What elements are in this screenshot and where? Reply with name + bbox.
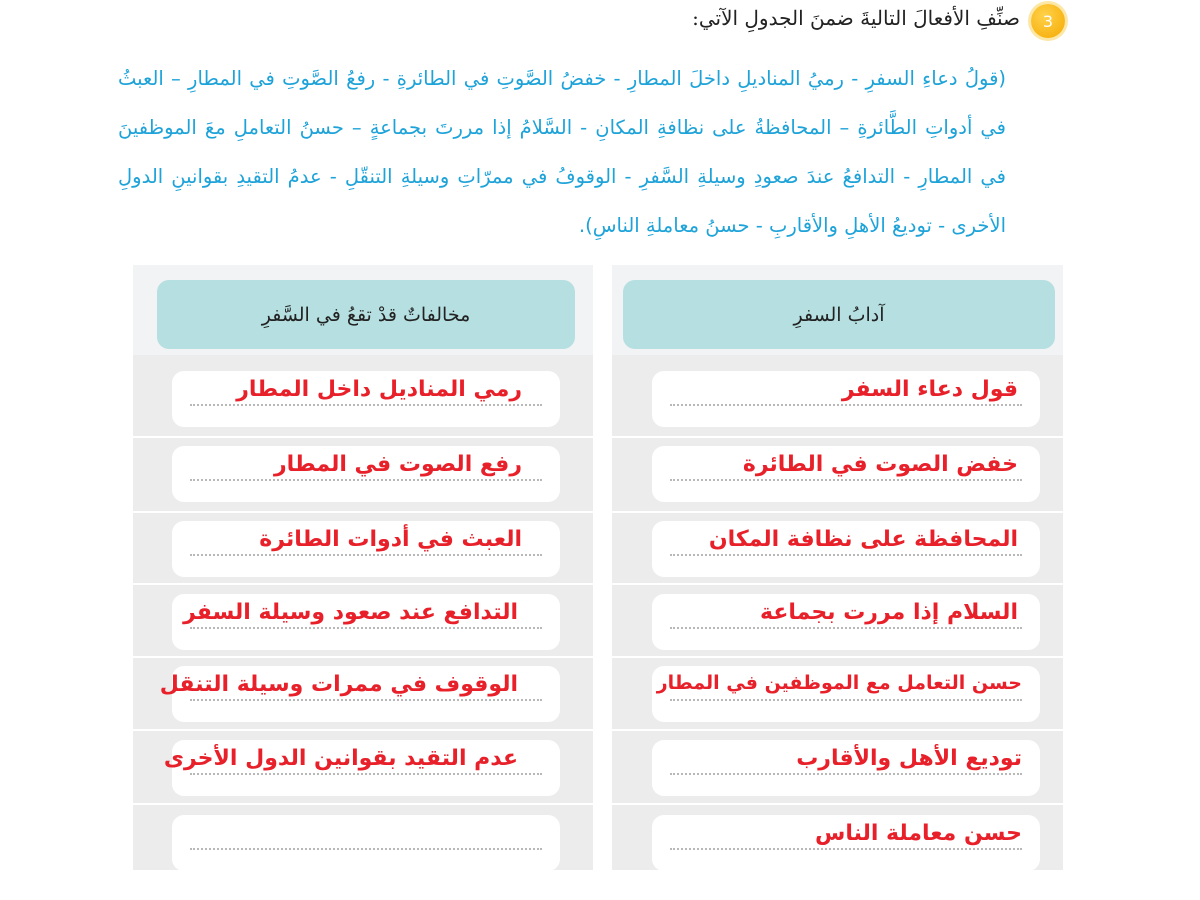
etiquette-answer-text: قول دعاء السفر [841, 377, 1018, 402]
row-separator [133, 656, 593, 658]
row-separator [133, 436, 593, 438]
dotted-answer-line [670, 479, 1022, 481]
dotted-answer-line [190, 773, 542, 775]
etiquette-answer-field[interactable] [652, 521, 1040, 577]
dotted-answer-line [670, 773, 1022, 775]
exercise-passage: (قولُ دعاءِ السفرِ - رميُ المناديلِ داخلَ المطارِ - خفضُ الصَّوتِ في الطائرةِ - رفعُ الصَّوتِ في المطارِ – العبثُ في أدواتِ الطَّائرةِ – المحافظةُ على نظافةِ المكانِ - السَّلامُ إذا مررتَ بجماعةٍ – حسنُ التعاملِ معَ الموظفينَ في المطارِ - التدافعُ عندَ صعودِ وسيلةِ السَّفرِ - الوقوفُ في ممرّاتِ وسيلةِ التنقّلِ - عدمُ التقيدِ بقوانينِ الدولِ الأخرى - توديعُ الأهلِ والأقاربِ - حسنُ معاملةِ الناسِ). [118, 67, 1006, 237]
dotted-answer-line [670, 554, 1022, 556]
etiquette-answer-text: حسن التعامل مع الموظفين في المطار [656, 672, 1022, 694]
etiquette-answer-field[interactable] [652, 815, 1040, 871]
etiquette-answer-text: السلام إذا مررت بجماعة [760, 600, 1018, 625]
violation-answer-text: رمي المناديل داخل المطار [236, 377, 522, 402]
violation-answer-text: عدم التقيد بقوانين الدول الأخرى [163, 746, 518, 771]
dotted-answer-line [670, 404, 1022, 406]
violation-answer-text: التدافع عند صعود وسيلة السفر [183, 600, 518, 625]
row-separator [612, 656, 1063, 658]
dotted-answer-line [190, 554, 542, 556]
etiquette-answer-field[interactable] [652, 594, 1040, 650]
etiquette-answer-text: خفض الصوت في الطائرة [742, 452, 1018, 477]
row-separator [133, 803, 593, 805]
etiquette-header: آدابُ السفرِ [623, 280, 1055, 349]
row-separator [612, 803, 1063, 805]
violation-answer-field[interactable] [172, 594, 560, 650]
exercise-number-badge: 3 [1031, 4, 1065, 38]
etiquette-answer-text: حسن معاملة الناس [814, 821, 1022, 846]
violations-header: مخالفاتٌ قدْ تقعُ في السَّفرِ [157, 280, 575, 349]
violation-answer-field[interactable] [172, 371, 560, 427]
dotted-answer-line [190, 699, 542, 701]
dotted-answer-line [190, 479, 542, 481]
violation-answer-field[interactable] [172, 521, 560, 577]
etiquette-answer-field[interactable] [652, 371, 1040, 427]
etiquette-answer-field[interactable] [652, 666, 1040, 722]
dotted-answer-line [670, 627, 1022, 629]
column-gap [593, 265, 612, 870]
etiquette-answer-text: المحافظة على نظافة المكان [708, 527, 1018, 552]
dotted-answer-line [190, 848, 542, 850]
etiquette-answer-field[interactable] [652, 446, 1040, 502]
violation-answer-text: الوقوف في ممرات وسيلة التنقل [159, 672, 518, 697]
row-separator [612, 511, 1063, 513]
etiquette-answer-field[interactable] [652, 740, 1040, 796]
row-separator [612, 436, 1063, 438]
violation-answer-field[interactable] [163, 740, 560, 796]
violation-answer-field[interactable] [172, 446, 560, 502]
row-separator [133, 583, 593, 585]
exercise-instruction: صنِّفِ الأفعالَ التاليةَ ضمنَ الجدولِ الآتي: [692, 6, 1020, 30]
row-separator [612, 729, 1063, 731]
dotted-answer-line [670, 699, 1022, 701]
dotted-answer-line [670, 848, 1022, 850]
violation-answer-text: رفع الصوت في المطار [273, 452, 522, 477]
dotted-answer-line [190, 404, 542, 406]
etiquette-answer-text: توديع الأهل والأقارب [796, 746, 1022, 771]
dotted-answer-line [190, 627, 542, 629]
violation-answer-text: العبث في أدوات الطائرة [259, 527, 522, 552]
violation-answer-field[interactable] [172, 815, 560, 871]
row-separator [612, 583, 1063, 585]
row-separator [133, 511, 593, 513]
violation-answer-field[interactable] [159, 666, 560, 722]
row-separator [133, 729, 593, 731]
